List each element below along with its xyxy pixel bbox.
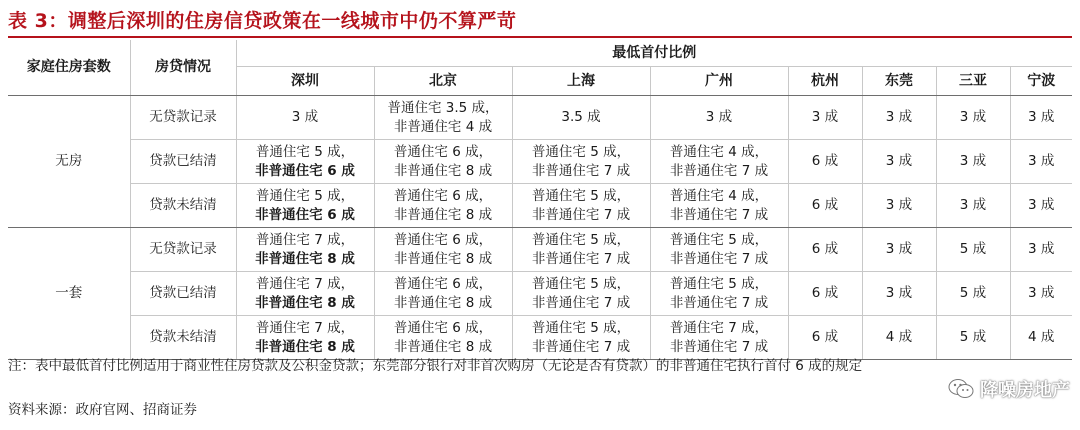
ratio-line: 5 成 xyxy=(959,329,987,345)
ratio-line: 3 成 xyxy=(1028,197,1055,213)
ratio-cell xyxy=(374,228,512,272)
ratio-line: 非普通住宅 8 成 xyxy=(393,162,493,179)
ratio-line: 3 成 xyxy=(959,197,987,213)
ratio-line: 非普通住宅 8 成 xyxy=(393,338,493,355)
ratio-line: 3 成 xyxy=(885,285,913,301)
watermark-text: 降噪房地产 xyxy=(980,380,1070,401)
ratio-cell xyxy=(512,184,650,228)
ratio-line: 3 成 xyxy=(705,109,733,125)
ratio-line: 普通住宅 3.5 成， xyxy=(387,99,499,116)
loan-status-cell: 贷款未结清 xyxy=(130,316,236,360)
ratio-line: 5 成 xyxy=(959,285,987,301)
ratio-line: 普通住宅 5 成， xyxy=(669,275,769,292)
housing-count-cell: 无房 xyxy=(8,96,130,228)
loan-status-cell: 贷款未结清 xyxy=(130,184,236,228)
ratio-line: 3 成 xyxy=(291,109,319,125)
table-row xyxy=(8,96,1072,140)
housing-count-cell: 一套 xyxy=(8,228,130,360)
ratio-line: 6 成 xyxy=(811,329,839,345)
ratio-line: 普通住宅 4 成， xyxy=(669,187,769,204)
ratio-line: 3 成 xyxy=(1028,241,1055,257)
ratio-cell xyxy=(374,96,512,140)
ratio-line: 非普通住宅 7 成 xyxy=(531,206,631,223)
ratio-line: 非普通住宅 7 成 xyxy=(669,162,769,179)
ratio-line: 6 成 xyxy=(811,153,839,169)
ratio-line: 普通住宅 7 成， xyxy=(255,319,355,336)
ratio-line: 普通住宅 5 成， xyxy=(531,187,631,204)
table-row xyxy=(8,184,1072,228)
header-city: 杭州 xyxy=(788,67,862,96)
table-row xyxy=(8,228,1072,272)
table-row xyxy=(8,316,1072,360)
watermark xyxy=(948,376,1070,402)
ratio-cell xyxy=(236,272,374,316)
header-city: 三亚 xyxy=(936,67,1010,96)
ratio-cell xyxy=(936,272,1010,316)
table-title: 表 3：调整后深圳的住房信贷政策在一线城市中仍不算严苛 xyxy=(8,10,517,32)
ratio-line: 4 成 xyxy=(885,329,913,345)
ratio-cell xyxy=(1010,228,1072,272)
ratio-line: 6 成 xyxy=(811,197,839,213)
ratio-cell xyxy=(1010,272,1072,316)
ratio-line: 非普通住宅 8 成 xyxy=(393,206,493,223)
ratio-line: 3 成 xyxy=(959,109,987,125)
housing-credit-table xyxy=(8,40,1072,360)
ratio-cell xyxy=(512,96,650,140)
ratio-cell xyxy=(512,228,650,272)
ratio-line: 3 成 xyxy=(1028,109,1055,125)
loan-status-cell: 贷款已结清 xyxy=(130,272,236,316)
loan-status-cell: 无贷款记录 xyxy=(130,228,236,272)
ratio-cell xyxy=(650,184,788,228)
ratio-line: 6 成 xyxy=(811,241,839,257)
ratio-cell xyxy=(862,184,936,228)
ratio-cell xyxy=(650,140,788,184)
title-divider xyxy=(8,36,1072,38)
ratio-cell xyxy=(650,272,788,316)
ratio-cell xyxy=(936,228,1010,272)
header-city: 北京 xyxy=(374,67,512,96)
ratio-cell xyxy=(936,96,1010,140)
ratio-line: 非普通住宅 8 成 xyxy=(255,250,355,267)
data-source: 资料来源：政府官网、招商证券 xyxy=(8,402,197,418)
ratio-line: 普通住宅 7 成， xyxy=(669,319,769,336)
loan-status-cell: 贷款已结清 xyxy=(130,140,236,184)
ratio-cell xyxy=(862,140,936,184)
ratio-cell xyxy=(512,316,650,360)
ratio-cell xyxy=(788,272,862,316)
ratio-line: 普通住宅 7 成， xyxy=(255,275,355,292)
ratio-line: 普通住宅 4 成， xyxy=(669,143,769,160)
ratio-cell xyxy=(788,140,862,184)
header-row xyxy=(8,40,1072,67)
ratio-cell xyxy=(650,228,788,272)
ratio-cell xyxy=(862,228,936,272)
ratio-line: 3 成 xyxy=(959,153,987,169)
ratio-line: 非普通住宅 7 成 xyxy=(531,162,631,179)
ratio-cell xyxy=(236,96,374,140)
ratio-cell xyxy=(788,184,862,228)
ratio-line: 3 成 xyxy=(885,241,913,257)
ratio-cell xyxy=(236,140,374,184)
ratio-cell xyxy=(236,184,374,228)
ratio-line: 非普通住宅 7 成 xyxy=(531,250,631,267)
ratio-cell xyxy=(512,140,650,184)
ratio-line: 非普通住宅 7 成 xyxy=(669,338,769,355)
ratio-line: 普通住宅 6 成， xyxy=(393,319,493,336)
ratio-line: 普通住宅 6 成， xyxy=(393,231,493,248)
header-loan-status: 房贷情况 xyxy=(130,40,236,96)
ratio-line: 非普通住宅 8 成 xyxy=(393,294,493,311)
ratio-line: 普通住宅 6 成， xyxy=(393,275,493,292)
ratio-line: 3 成 xyxy=(811,109,839,125)
ratio-cell xyxy=(374,272,512,316)
ratio-cell xyxy=(1010,140,1072,184)
ratio-line: 非普通住宅 4 成 xyxy=(393,118,493,135)
ratio-line: 普通住宅 5 成， xyxy=(669,231,769,248)
ratio-cell xyxy=(374,316,512,360)
header-city: 东莞 xyxy=(862,67,936,96)
header-city: 宁波 xyxy=(1010,67,1072,96)
table-note: 注：表中最低首付比例适用于商业性住房贷款及公积金贷款；东莞部分银行对非首次购房（无论是否有贷款）的非普通住宅执行首付 6 成的规定 xyxy=(8,358,863,374)
ratio-line: 普通住宅 5 成， xyxy=(531,231,631,248)
ratio-cell xyxy=(862,96,936,140)
table-row xyxy=(8,140,1072,184)
wechat-icon xyxy=(948,378,974,400)
ratio-cell xyxy=(936,316,1010,360)
ratio-line: 非普通住宅 6 成 xyxy=(255,162,355,179)
header-city: 广州 xyxy=(650,67,788,96)
ratio-cell xyxy=(788,96,862,140)
ratio-cell xyxy=(862,316,936,360)
ratio-line: 非普通住宅 7 成 xyxy=(669,206,769,223)
header-houses: 家庭住房套数 xyxy=(8,40,130,96)
ratio-line: 普通住宅 6 成， xyxy=(393,187,493,204)
ratio-cell xyxy=(1010,184,1072,228)
ratio-cell xyxy=(650,316,788,360)
ratio-line: 普通住宅 7 成， xyxy=(255,231,355,248)
ratio-line: 6 成 xyxy=(811,285,839,301)
header-city: 上海 xyxy=(512,67,650,96)
ratio-line: 非普通住宅 8 成 xyxy=(393,250,493,267)
ratio-cell xyxy=(862,272,936,316)
ratio-cell xyxy=(374,184,512,228)
ratio-cell xyxy=(936,140,1010,184)
table-row xyxy=(8,272,1072,316)
ratio-line: 非普通住宅 7 成 xyxy=(531,338,631,355)
ratio-line: 非普通住宅 7 成 xyxy=(669,294,769,311)
ratio-line: 非普通住宅 7 成 xyxy=(531,294,631,311)
ratio-line: 3 成 xyxy=(885,153,913,169)
ratio-cell xyxy=(650,96,788,140)
ratio-cell xyxy=(788,228,862,272)
ratio-cell xyxy=(236,316,374,360)
ratio-line: 3.5 成 xyxy=(561,109,601,125)
ratio-cell xyxy=(374,140,512,184)
ratio-line: 普通住宅 5 成， xyxy=(531,275,631,292)
ratio-line: 普通住宅 5 成， xyxy=(255,143,355,160)
ratio-line: 普通住宅 6 成， xyxy=(393,143,493,160)
ratio-cell xyxy=(512,272,650,316)
ratio-cell xyxy=(1010,316,1072,360)
ratio-line: 3 成 xyxy=(1028,153,1055,169)
ratio-line: 4 成 xyxy=(1028,329,1055,345)
ratio-line: 非普通住宅 7 成 xyxy=(669,250,769,267)
header-city: 深圳 xyxy=(236,67,374,96)
ratio-cell xyxy=(788,316,862,360)
ratio-line: 非普通住宅 6 成 xyxy=(255,206,355,223)
ratio-line: 非普通住宅 8 成 xyxy=(255,338,355,355)
ratio-line: 普通住宅 5 成， xyxy=(255,187,355,204)
ratio-line: 3 成 xyxy=(885,197,913,213)
ratio-line: 普通住宅 5 成， xyxy=(531,143,631,160)
ratio-cell xyxy=(1010,96,1072,140)
ratio-line: 普通住宅 5 成， xyxy=(531,319,631,336)
ratio-line: 5 成 xyxy=(959,241,987,257)
ratio-cell xyxy=(236,228,374,272)
ratio-line: 3 成 xyxy=(885,109,913,125)
ratio-cell xyxy=(936,184,1010,228)
loan-status-cell: 无贷款记录 xyxy=(130,96,236,140)
header-min-down-payment: 最低首付比例 xyxy=(236,40,1072,67)
ratio-line: 3 成 xyxy=(1028,285,1055,301)
ratio-line: 非普通住宅 8 成 xyxy=(255,294,355,311)
